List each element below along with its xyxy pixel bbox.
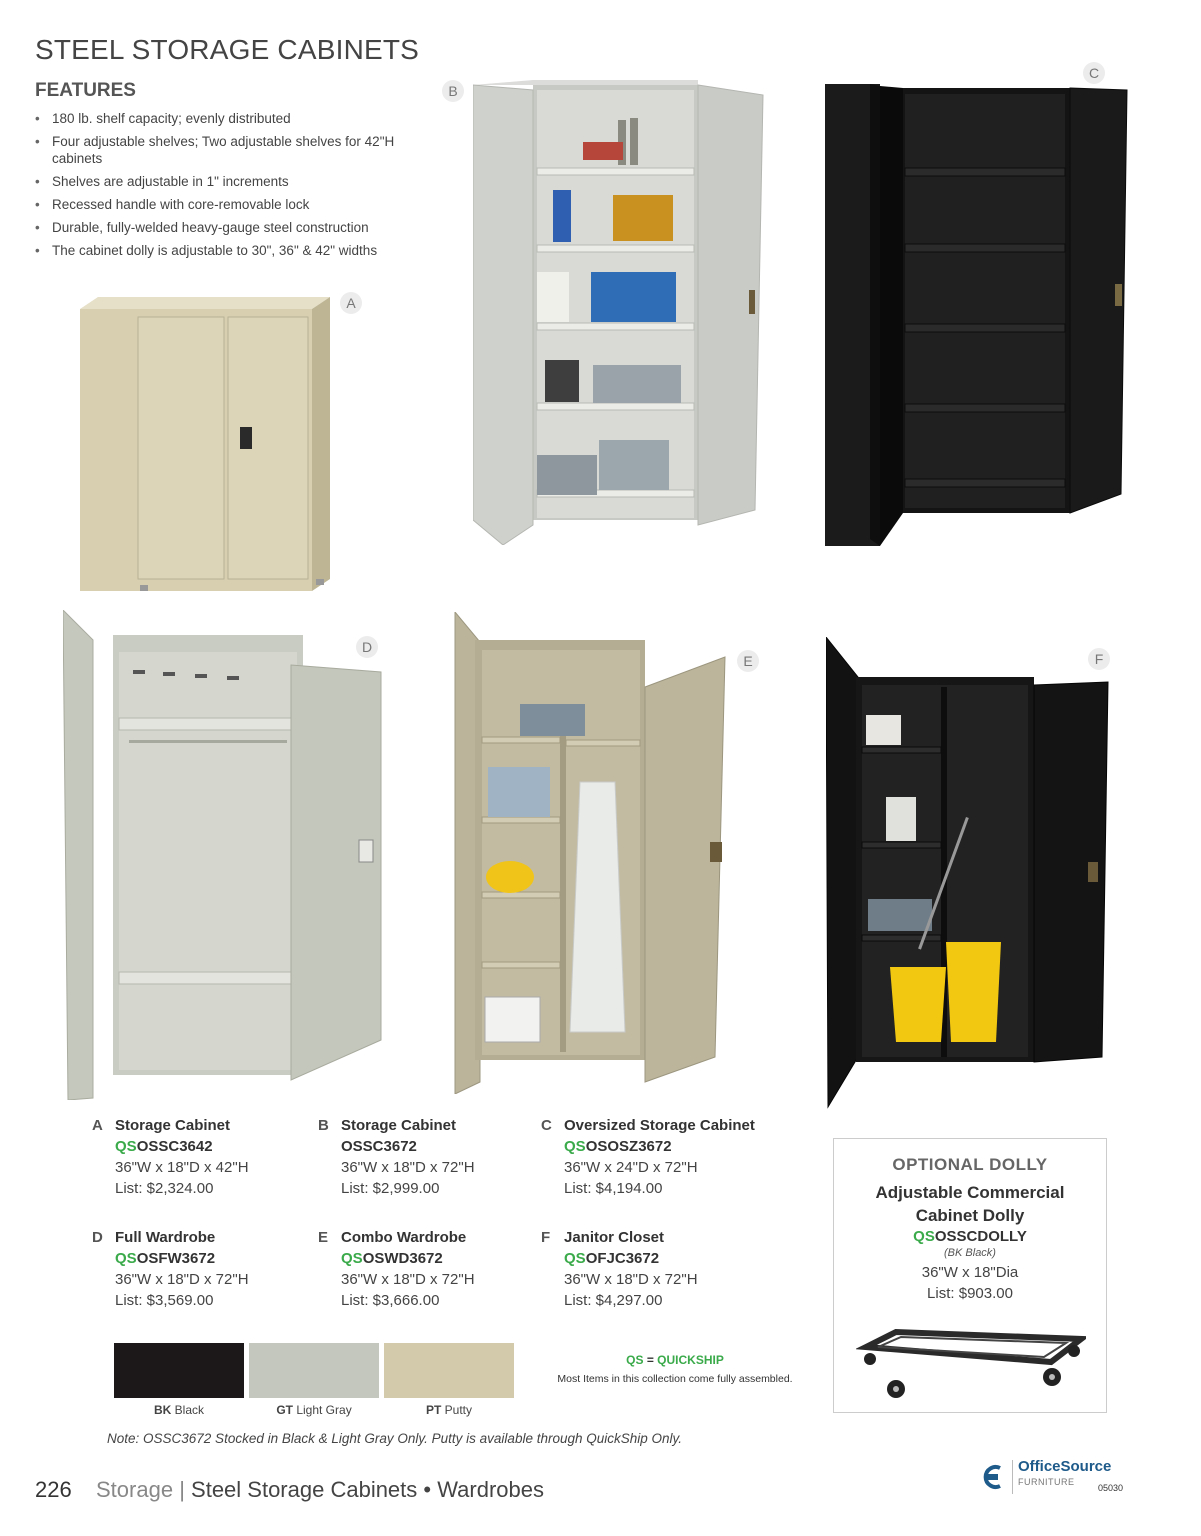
swatch-label-black	[114, 1403, 244, 1417]
product-letter: F	[541, 1229, 551, 1246]
officesource-logo	[978, 1460, 1128, 1500]
page-number: 226	[35, 1477, 72, 1502]
quickship-mark: QS	[115, 1250, 137, 1267]
product-list-price: List: $2,999.00	[341, 1180, 440, 1197]
product-name: Storage Cabinet	[115, 1117, 231, 1134]
quickship-mark: QS	[913, 1228, 935, 1245]
cabinet-b-image	[473, 80, 773, 545]
page-title: STEEL STORAGE CABINETS	[35, 34, 420, 65]
product-list-price: List: $4,297.00	[564, 1292, 663, 1309]
brand-subtitle: FURNITURE	[1018, 1477, 1075, 1487]
dolly-heading: OPTIONAL DOLLY	[892, 1155, 1048, 1174]
swatch-code: BK	[153, 1403, 172, 1417]
product-list-price: List: $4,194.00	[564, 1180, 663, 1197]
product-list-price: List: $3,666.00	[341, 1292, 440, 1309]
swatch-label-light-gray	[249, 1403, 379, 1417]
dolly-image	[856, 1327, 1086, 1402]
product-dimensions: 36"W x 18"D x 72"H	[564, 1271, 698, 1288]
product-b	[318, 1115, 548, 1199]
dolly-name-line2: Cabinet Dolly	[915, 1206, 1025, 1225]
stock-note: Note: OSSC3672 Stocked in Black & Light Gray Only. Putty is available through QuickShip Only.	[107, 1431, 683, 1446]
quickship-equals: =	[646, 1353, 654, 1367]
dolly-name-line1: Adjustable Commercial	[875, 1183, 1065, 1202]
swatch-name: Light Gray	[296, 1403, 352, 1417]
cabinet-c-image	[825, 84, 1130, 546]
swatch-code: PT	[425, 1403, 442, 1417]
feature-item: • The cabinet dolly is adjustable to 30", 36" & 42" widths	[35, 242, 415, 259]
product-code: OSFW3672	[136, 1250, 216, 1267]
quickship-mark: QS	[341, 1250, 363, 1267]
cabinet-f-image	[826, 637, 1109, 1110]
product-name: Janitor Closet	[564, 1229, 665, 1246]
product-e	[318, 1227, 551, 1311]
product-code: OFJC3672	[585, 1250, 660, 1267]
badge-e: E	[737, 650, 759, 672]
badge-d: D	[356, 636, 378, 658]
dolly-code: OSSCDOLLY	[934, 1228, 1027, 1245]
dolly-color-note: (BK Black)	[944, 1247, 996, 1259]
product-a	[92, 1115, 322, 1199]
cabinet-d-image	[63, 610, 383, 1100]
dolly-dimensions: 36"W x 18"Dia	[921, 1264, 1019, 1281]
product-list-price: List: $3,569.00	[115, 1292, 214, 1309]
feature-item: • Shelves are adjustable in 1" increments	[35, 173, 415, 190]
product-letter: E	[318, 1229, 329, 1246]
swatch-light-gray	[249, 1343, 379, 1398]
assembly-note: Most Items in this collection come fully assembled.	[557, 1373, 793, 1385]
feature-item: • Four adjustable shelves; Two adjustable shelves for 42"H cabinets	[35, 133, 415, 167]
swatch-name: Black	[174, 1403, 205, 1417]
badge-f: F	[1088, 648, 1110, 670]
footer-section: Storage	[96, 1477, 174, 1502]
footer-separator: |	[179, 1477, 185, 1502]
quickship-mark: QS	[115, 1138, 137, 1155]
quickship-legend	[540, 1353, 810, 1367]
features-list	[35, 110, 415, 265]
product-list-price: List: $2,324.00	[115, 1180, 214, 1197]
product-letter: A	[92, 1117, 103, 1134]
quickship-mark: QS	[626, 1353, 644, 1367]
swatch-putty	[384, 1343, 514, 1398]
product-letter: B	[318, 1117, 329, 1134]
swatch-black	[114, 1343, 244, 1398]
swatch-label-putty	[384, 1403, 514, 1417]
optional-dolly-box	[833, 1138, 1107, 1413]
product-d	[92, 1227, 322, 1311]
dolly-list-price: List: $903.00	[927, 1285, 1013, 1302]
product-dimensions: 36"W x 18"D x 72"H	[115, 1271, 249, 1288]
product-name: Combo Wardrobe	[341, 1229, 467, 1246]
cabinet-a-image	[80, 295, 332, 595]
product-name: Full Wardrobe	[115, 1229, 216, 1246]
product-code: OSOSZ3672	[585, 1138, 672, 1155]
product-f	[541, 1227, 771, 1311]
product-code: OSSC3642	[136, 1138, 213, 1155]
swatch-name: Putty	[444, 1403, 473, 1417]
product-name: Storage Cabinet	[341, 1117, 457, 1134]
quickship-mark: QS	[564, 1138, 586, 1155]
product-dimensions: 36"W x 18"D x 72"H	[341, 1159, 475, 1176]
badge-a: A	[340, 292, 362, 314]
product-code: OSSC3672	[341, 1138, 417, 1155]
product-code: OSWD3672	[362, 1250, 443, 1267]
product-letter: D	[92, 1229, 103, 1246]
badge-b: B	[442, 80, 464, 102]
swatch-code: GT	[276, 1403, 293, 1417]
product-dimensions: 36"W x 24"D x 72"H	[564, 1159, 698, 1176]
catalog-code: 05030	[1098, 1483, 1124, 1493]
feature-item: • 180 lb. shelf capacity; evenly distributed	[35, 110, 415, 127]
quickship-label: QUICKSHIP	[657, 1353, 724, 1367]
features-heading: FEATURES	[35, 80, 136, 101]
badge-c: C	[1083, 62, 1105, 84]
product-name: Oversized Storage Cabinet	[564, 1117, 755, 1134]
quickship-mark: QS	[564, 1250, 586, 1267]
feature-item: • Recessed handle with core-removable lock	[35, 196, 415, 213]
officesource-logo-icon	[978, 1462, 1006, 1492]
product-letter: C	[541, 1117, 552, 1134]
feature-item: • Durable, fully-welded heavy-gauge steel construction	[35, 219, 415, 236]
product-c	[541, 1115, 781, 1199]
cabinet-e-image	[440, 612, 740, 1094]
product-dimensions: 36"W x 18"D x 42"H	[115, 1159, 249, 1176]
product-dimensions: 36"W x 18"D x 72"H	[341, 1271, 475, 1288]
footer-breadcrumb	[96, 1477, 544, 1503]
footer-subsection: Steel Storage Cabinets • Wardrobes	[191, 1477, 544, 1502]
brand-name: OfficeSource	[1018, 1458, 1112, 1475]
